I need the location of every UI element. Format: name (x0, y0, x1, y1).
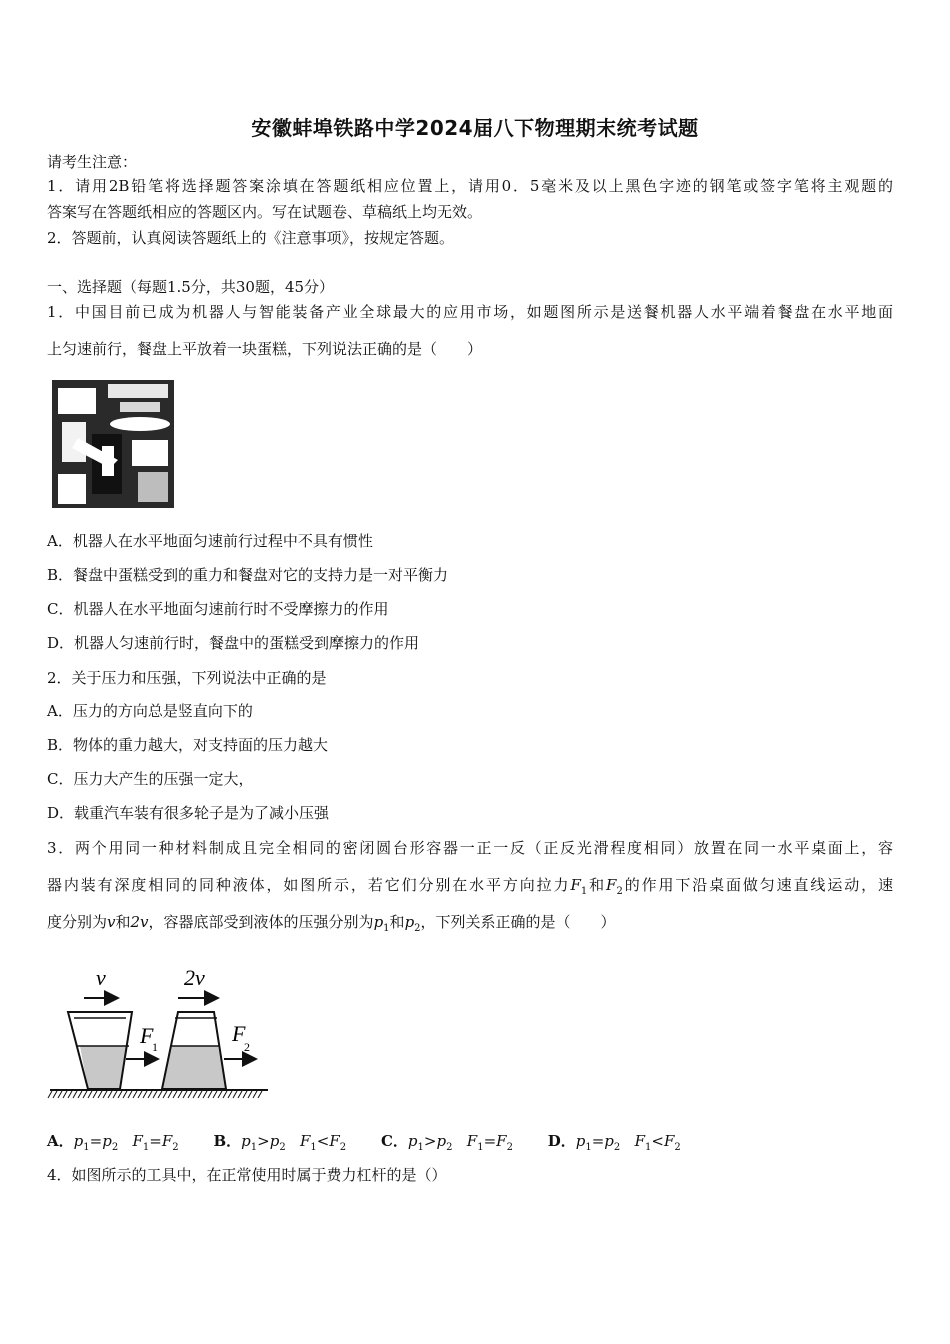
option-letter: A． (47, 1132, 74, 1150)
symbol-f: F (329, 1132, 340, 1150)
hatch-mark (108, 1091, 112, 1098)
symbol-f2: F (606, 876, 617, 894)
hatch-mark (243, 1091, 247, 1098)
q3-option-c (381, 1131, 513, 1158)
q3-stem-line-3 (47, 912, 616, 939)
q2-option-c: C．压力大产生的压强一定大， (47, 770, 254, 788)
q3-text: ，容器底部受到液体的压强分别为 (148, 913, 374, 931)
q3-text: 和 (587, 876, 607, 894)
symbol-p: p (575, 1132, 586, 1150)
subscript: 2 (414, 923, 421, 934)
ground-hatching (48, 1091, 262, 1098)
hatch-mark (118, 1091, 122, 1098)
q3-option-d (548, 1131, 681, 1158)
hatch-mark (208, 1091, 212, 1098)
symbol-p: p (436, 1132, 447, 1150)
subscript: 1 (310, 1142, 317, 1153)
hatch-mark (53, 1091, 57, 1098)
robot-photo (48, 378, 176, 510)
q1-option-c: C．机器人在水平地面匀速前行时不受摩擦力的作用 (47, 600, 389, 618)
q1-option-d: D．机器人匀速前行时，餐盘中的蛋糕受到摩擦力的作用 (47, 634, 420, 652)
q3-text: 度分别为 (47, 913, 108, 931)
velocity-label-1: v (96, 965, 106, 990)
q1-stem-line-2: 上匀速前行，餐盘上平放着一块蛋糕，下列说法正确的是（ ） (47, 340, 483, 358)
subscript: 2 (172, 1142, 179, 1153)
q3-option-a (47, 1131, 179, 1158)
q1-option-a: A．机器人在水平地面匀速前行过程中不具有惯性 (47, 532, 373, 550)
q1-option-b: B．餐盘中蛋糕受到的重力和餐盘对它的支持力是一对平衡力 (47, 566, 449, 584)
hatch-mark (238, 1091, 242, 1098)
subscript: 1 (645, 1142, 652, 1153)
notice-item-2: 2．答题前，认真阅读答题纸上的《注意事项》，按规定答题。 (47, 229, 455, 247)
velocity-label-2: 2v (184, 965, 205, 990)
subscript: 1 (585, 1142, 592, 1153)
subscript: 1 (580, 886, 588, 897)
symbol-f: F (132, 1132, 143, 1150)
relation: > (423, 1132, 437, 1150)
hatch-mark (138, 1091, 142, 1098)
subscript: 2 (674, 1142, 681, 1153)
hatch-mark (178, 1091, 182, 1098)
hatch-mark (93, 1091, 97, 1098)
subscript: 1 (477, 1142, 484, 1153)
symbol-p: p (604, 1132, 614, 1150)
q3-stem-line-1: 3．两个用同一种材料制成且完全相同的密闭圆台形容器一正一反（正反光滑程度相同）放置在同一水平桌面上，容 (47, 839, 893, 857)
hatch-mark (233, 1091, 237, 1098)
hatch-mark (143, 1091, 147, 1098)
hatch-mark (48, 1091, 52, 1098)
symbol-f: F (663, 1132, 675, 1150)
q3-text: 的作用下沿桌面做匀速直线运动，速 (622, 876, 893, 894)
q1-stem-line-1: 1．中国目前已成为机器人与智能装备产业全球最大的应用市场，如题图所示是送餐机器人水平端着餐盘在水平地面 (47, 303, 893, 321)
hatch-mark (83, 1091, 87, 1098)
hatch-mark (123, 1091, 127, 1098)
relation: > (257, 1132, 270, 1150)
hatch-mark (73, 1091, 77, 1098)
hatch-mark (168, 1091, 172, 1098)
relation: < (651, 1132, 664, 1150)
hatch-mark (98, 1091, 102, 1098)
containers-figure (46, 955, 272, 1103)
hatch-mark (253, 1091, 257, 1098)
notice-heading: 请考生注意： (47, 153, 138, 171)
hatch-mark (158, 1091, 162, 1098)
hatch-mark (198, 1091, 202, 1098)
relation: = (483, 1132, 497, 1150)
subscript: 1 (417, 1142, 424, 1153)
hatch-mark (78, 1091, 82, 1098)
relation: < (316, 1132, 330, 1150)
hatch-mark (188, 1091, 192, 1098)
hatch-mark (58, 1091, 62, 1098)
hatch-mark (88, 1091, 92, 1098)
option-letter: C． (380, 1132, 408, 1150)
notice-item-1-line-1: 1．请用2B铅笔将选择题答案涂填在答题纸相应位置上，请用0．5毫米及以上黑色字迹的钢笔或签字笔将主观题的 (47, 177, 893, 195)
subscript: 2 (279, 1142, 286, 1153)
hatch-mark (148, 1091, 152, 1098)
hatch-mark (133, 1091, 137, 1098)
relation: = (149, 1132, 162, 1150)
hatch-mark (163, 1091, 167, 1098)
symbol-p1: p (373, 913, 384, 931)
subscript: 2 (446, 1142, 453, 1153)
symbol-f: F (466, 1132, 478, 1150)
subscript: 1 (142, 1142, 150, 1153)
subscript: 1 (250, 1142, 258, 1153)
hatch-mark (128, 1091, 132, 1098)
q3-text: 器内装有深度相同的同种液体，如图所示，若它们分别在水平方向拉力 (47, 876, 571, 894)
q2-option-d: D．载重汽车装有很多轮子是为了减小压强 (47, 804, 330, 822)
subscript: 2 (506, 1142, 513, 1153)
q3-text: 和 (115, 913, 131, 931)
q4-stem: 4．如图所示的工具中，在正常使用时属于费力杠杆的是（） (47, 1166, 447, 1184)
symbol-f: F (496, 1132, 507, 1150)
hatch-mark (103, 1091, 107, 1098)
symbol-p: p (269, 1132, 280, 1150)
q3-option-b (213, 1131, 346, 1158)
hatch-mark (203, 1091, 207, 1098)
option-letter: B． (213, 1132, 242, 1150)
subscript: 2 (339, 1142, 347, 1153)
hatch-mark (258, 1091, 262, 1098)
q3-text: 和 (389, 913, 405, 931)
hatch-mark (183, 1091, 187, 1098)
hatch-mark (218, 1091, 222, 1098)
subscript: 1 (83, 1142, 90, 1153)
q2-stem: 2．关于压力和压强，下列说法中正确的是 (47, 669, 327, 687)
subscript: 2 (613, 1142, 621, 1153)
symbol-p: p (102, 1132, 112, 1150)
symbol-f: F (634, 1132, 646, 1150)
hatch-mark (173, 1091, 177, 1098)
symbol-f1: F (570, 876, 581, 894)
hatch-mark (63, 1091, 67, 1098)
hatch-mark (213, 1091, 217, 1098)
symbol-2v: 2v (130, 913, 149, 931)
subscript: 1 (383, 923, 390, 934)
symbol-v: v (107, 913, 116, 931)
hatch-mark (193, 1091, 197, 1098)
hatch-mark (68, 1091, 72, 1098)
symbol-p: p (241, 1132, 251, 1150)
notice-item-1-line-2: 答案写在答题纸相应的答题区内。写在试题卷、草稿纸上均无效。 (47, 203, 483, 221)
q3-stem-line-2 (47, 875, 893, 902)
section-heading: 一、选择题（每题1.5分，共30题，45分） (47, 278, 335, 296)
symbol-f: F (161, 1132, 173, 1150)
relation: = (89, 1132, 103, 1150)
hatch-mark (228, 1091, 232, 1098)
q2-option-b: B．物体的重力越大，对支持面的压力越大 (47, 736, 329, 754)
hatch-mark (153, 1091, 157, 1098)
symbol-f: F (300, 1132, 311, 1150)
hatch-mark (113, 1091, 117, 1098)
subscript: 2 (111, 1142, 119, 1153)
force-label-2: F (232, 1021, 246, 1046)
q2-option-a: A．压力的方向总是竖直向下的 (47, 702, 253, 720)
relation: = (591, 1132, 605, 1150)
force-subscript-2: 2 (244, 1040, 250, 1054)
hatch-mark (223, 1091, 227, 1098)
page-title: 安徽蚌埠铁路中学2024届八下物理期末统考试题 (251, 116, 699, 140)
subscript: 2 (616, 886, 623, 897)
force-label-1: F (140, 1023, 154, 1048)
liquid-2 (162, 1046, 226, 1089)
symbol-p: p (407, 1132, 418, 1150)
symbol-p2: p (404, 913, 415, 931)
q3-text: ，下列关系正确的是（ ） (420, 913, 616, 931)
force-subscript-1: 1 (152, 1040, 158, 1054)
symbol-p: p (73, 1132, 84, 1150)
hatch-mark (248, 1091, 252, 1098)
q3-options (47, 1131, 711, 1158)
option-letter: D． (547, 1132, 576, 1150)
